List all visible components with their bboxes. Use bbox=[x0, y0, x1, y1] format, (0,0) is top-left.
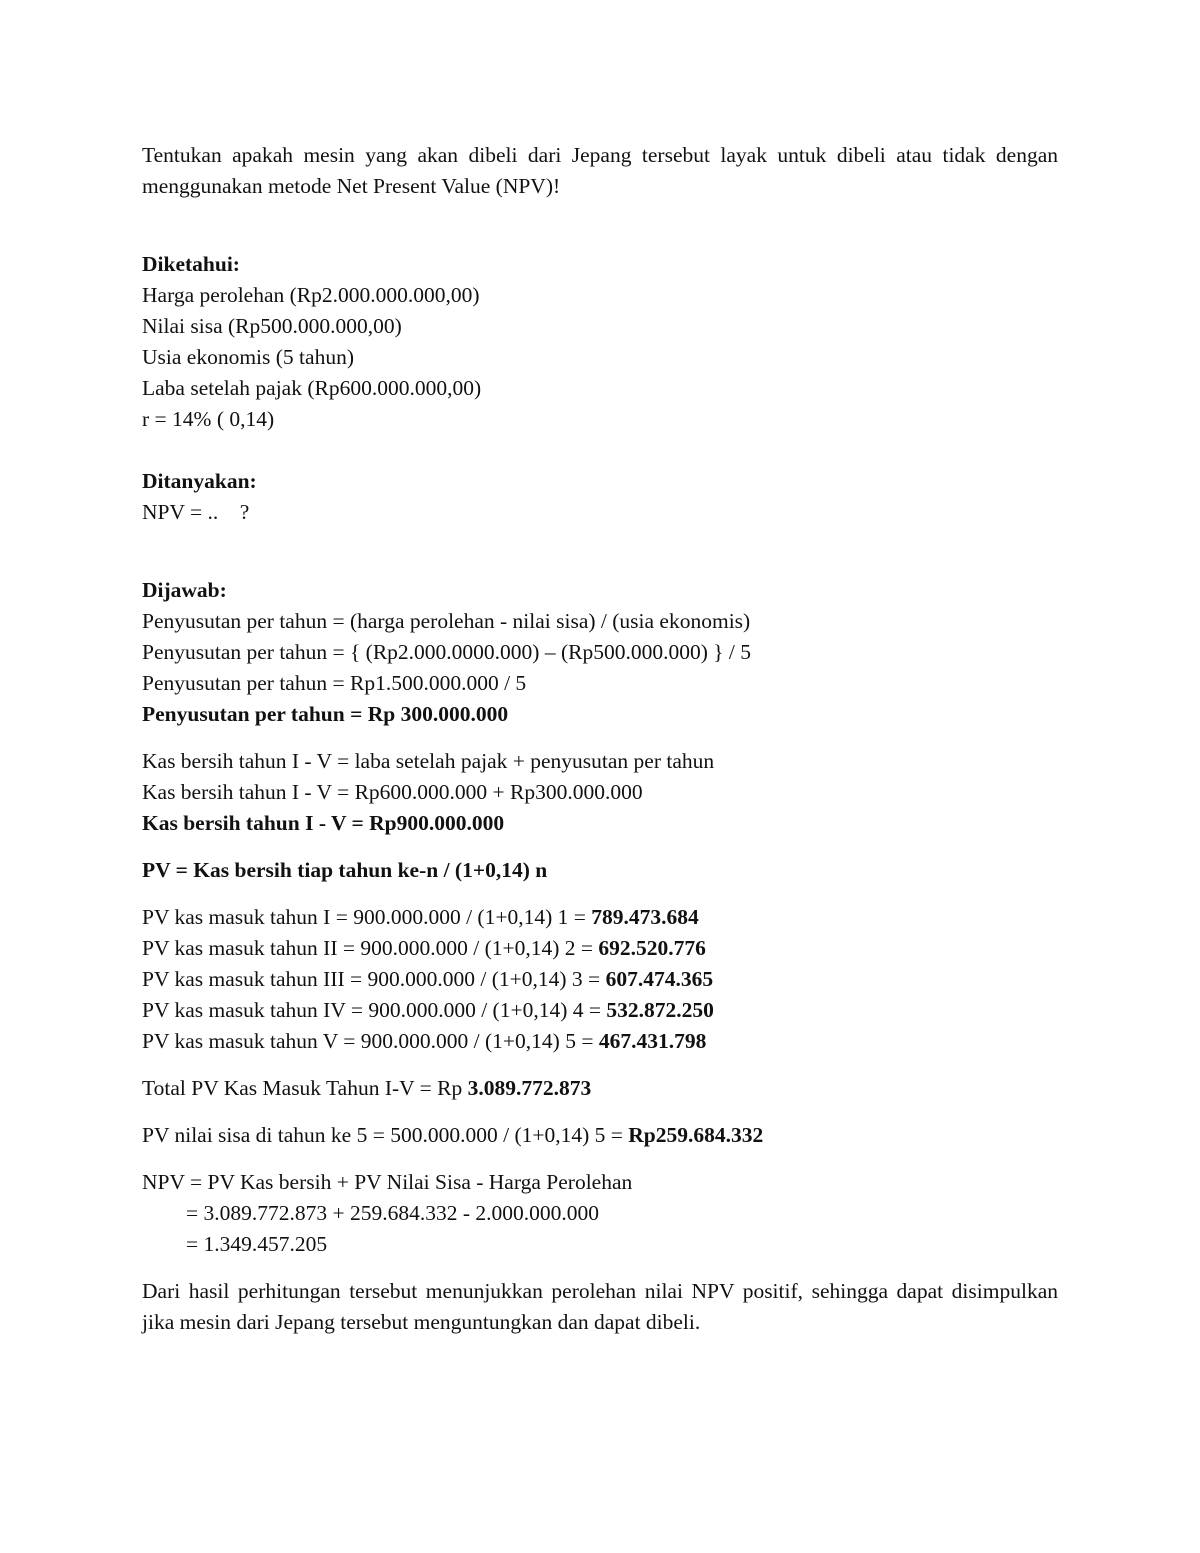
pv-row-expr: PV kas masuk tahun III = 900.000.000 / (1+0,14) 3 = bbox=[142, 967, 606, 991]
total-pv-value: 3.089.772.873 bbox=[467, 1076, 592, 1100]
pv-row bbox=[142, 1026, 1058, 1057]
penyusutan-line: Penyusutan per tahun = (harga perolehan - nilai sisa) / (usia ekonomis) bbox=[142, 609, 751, 633]
npv-line: = 3.089.772.873 + 259.684.332 - 2.000.000.000 bbox=[186, 1201, 600, 1225]
pv-row-expr: PV kas masuk tahun IV = 900.000.000 / (1+0,14) 4 = bbox=[142, 998, 607, 1022]
diketahui-item: Nilai sisa (Rp500.000.000,00) bbox=[142, 314, 402, 338]
pv-row-value: 607.474.365 bbox=[605, 967, 714, 991]
pv-sisa-line bbox=[142, 1120, 1058, 1151]
npv-line: NPV = PV Kas bersih + PV Nilai Sisa - Harga Perolehan bbox=[142, 1170, 633, 1194]
diketahui-item: Usia ekonomis (5 tahun) bbox=[142, 345, 354, 369]
diketahui-item: Laba setelah pajak (Rp600.000.000,00) bbox=[142, 376, 482, 400]
kas-line: Kas bersih tahun I - V = laba setelah pajak + penyusutan per tahun bbox=[142, 749, 715, 773]
pv-row-value: 692.520.776 bbox=[598, 936, 706, 960]
pv-row bbox=[142, 902, 1058, 933]
dijawab-heading: Dijawab: bbox=[142, 578, 227, 602]
pv-row bbox=[142, 964, 1058, 995]
penyusutan-result: Penyusutan per tahun = Rp 300.000.000 bbox=[142, 702, 509, 726]
pv-row-expr: PV kas masuk tahun V = 900.000.000 / (1+0,14) 5 = bbox=[142, 1029, 599, 1053]
pv-row-expr: PV kas masuk tahun II = 900.000.000 / (1+0,14) 2 = bbox=[142, 936, 599, 960]
conclusion-paragraph: Dari hasil perhitungan tersebut menunjukkan perolehan nilai NPV positif, sehingga dapat disimpulkan jika mesin dari Jepang tersebut menguntungkan dan dapat dibeli. bbox=[142, 1279, 1058, 1334]
pv-formula: PV = Kas bersih tiap tahun ke-n / (1+0,14) n bbox=[142, 858, 548, 882]
penyusutan-line: Penyusutan per tahun = { (Rp2.000.0000.000) – (Rp500.000.000) } / 5 bbox=[142, 640, 752, 664]
penyusutan-line: Penyusutan per tahun = Rp1.500.000.000 / 5 bbox=[142, 671, 527, 695]
pv-row bbox=[142, 933, 1058, 964]
ditanyakan-heading: Ditanyakan: bbox=[142, 469, 257, 493]
pv-row bbox=[142, 995, 1058, 1026]
kas-line: Kas bersih tahun I - V = Rp600.000.000 + Rp300.000.000 bbox=[142, 780, 643, 804]
diketahui-item: r = 14% ( 0,14) bbox=[142, 407, 275, 431]
pv-row-value: 532.872.250 bbox=[606, 998, 714, 1022]
diketahui-item: Harga perolehan (Rp2.000.000.000,00) bbox=[142, 283, 480, 307]
total-pv-expr: Total PV Kas Masuk Tahun I-V = Rp bbox=[142, 1076, 468, 1100]
npv-line: = 1.349.457.205 bbox=[186, 1232, 328, 1256]
diketahui-heading: Diketahui: bbox=[142, 252, 240, 276]
pv-row-expr: PV kas masuk tahun I = 900.000.000 / (1+0,14) 1 = bbox=[142, 905, 592, 929]
pv-sisa-value: Rp259.684.332 bbox=[628, 1123, 764, 1147]
intro-paragraph: Tentukan apakah mesin yang akan dibeli dari Jepang tersebut layak untuk dibeli atau tidak dengan menggunakan metode Net Present Value (NPV)! bbox=[142, 143, 1058, 198]
ditanyakan-line: NPV = .. ? bbox=[142, 500, 250, 524]
pv-row-value: 467.431.798 bbox=[598, 1029, 707, 1053]
pv-row-value: 789.473.684 bbox=[591, 905, 699, 929]
kas-result: Kas bersih tahun I - V = Rp900.000.000 bbox=[142, 811, 505, 835]
total-pv-line bbox=[142, 1073, 1058, 1104]
pv-sisa-expr: PV nilai sisa di tahun ke 5 = 500.000.000 / (1+0,14) 5 = bbox=[142, 1123, 629, 1147]
